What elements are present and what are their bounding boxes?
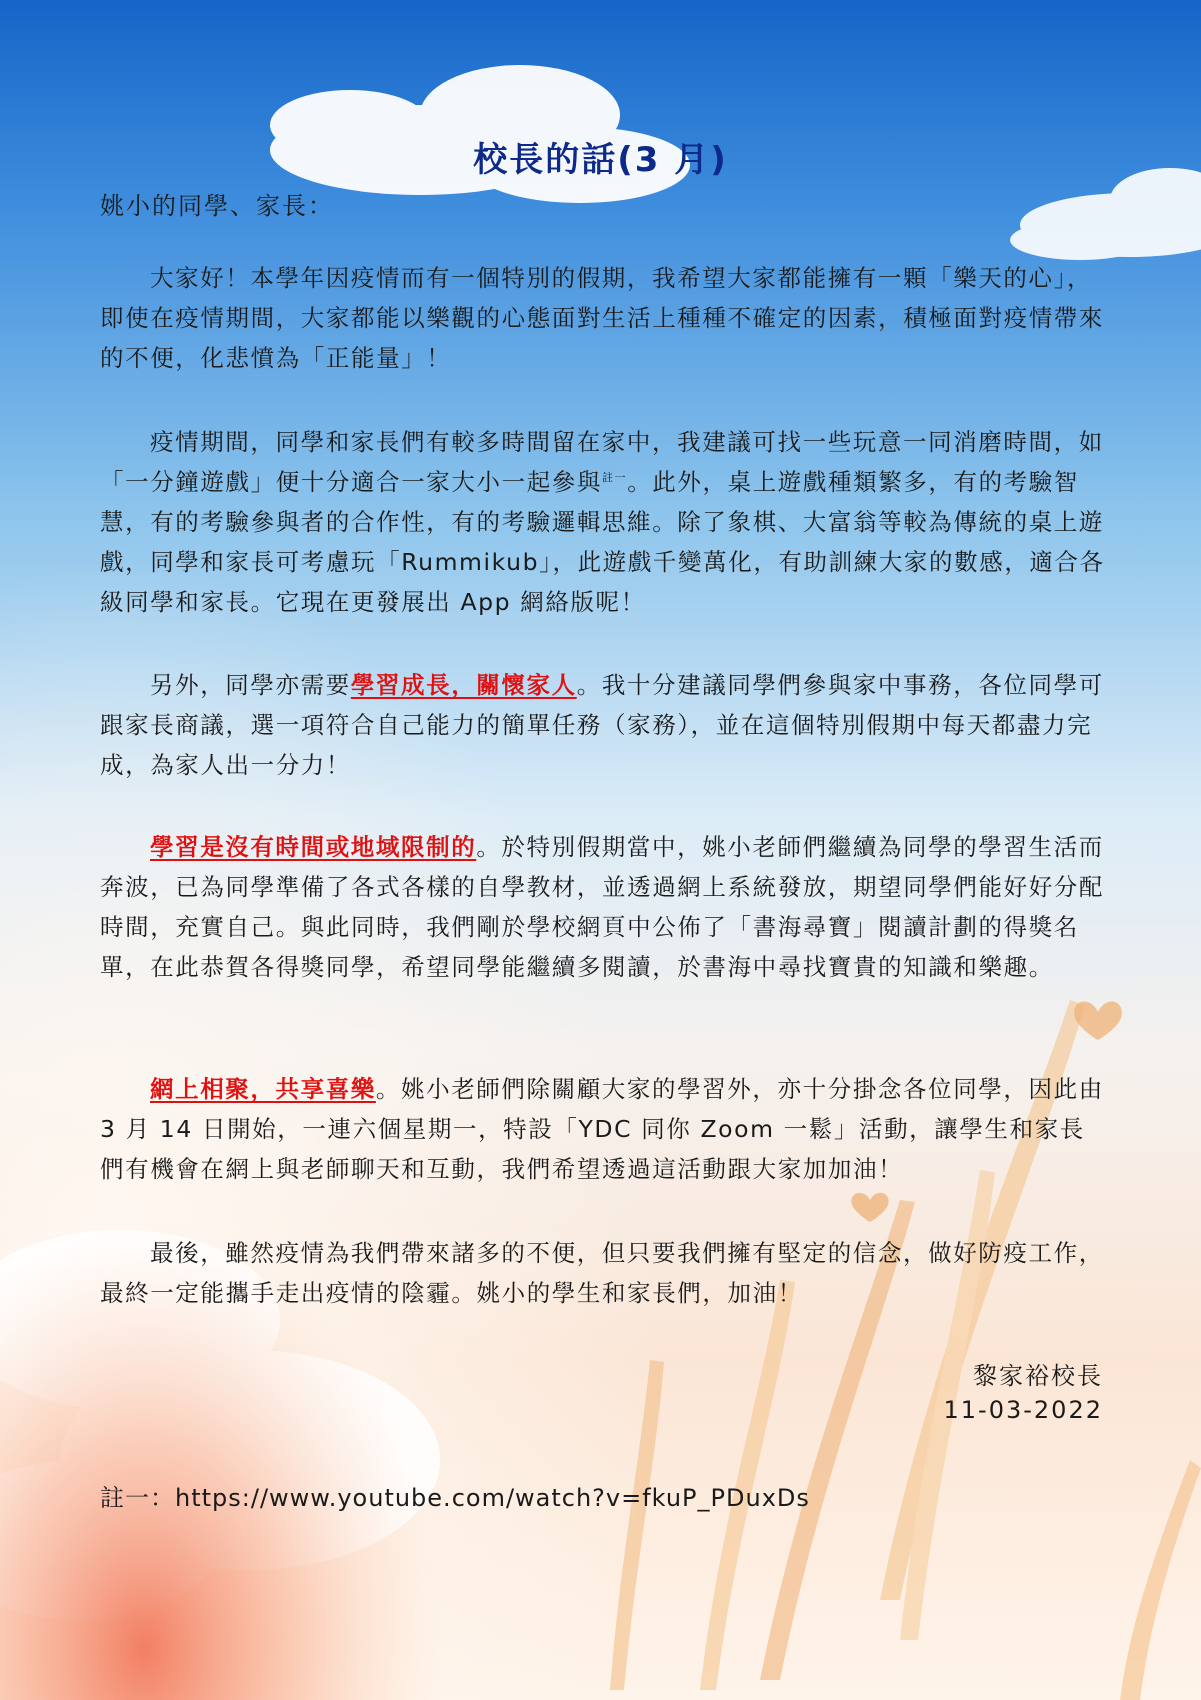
footnote-label: 註一： xyxy=(100,1484,175,1512)
signature-date: 11-03-2022 xyxy=(943,1396,1103,1424)
paragraph-5: 網上相聚，共享喜樂。姚小老師們除關顧大家的學習外，亦十分掛念各位同學，因此由 3 月 14 日開始，一連六個星期一，特設「YDC 同你 Zoom 一鬆」活動，讓學生和家長們有機會在網上與老師聊天和互動，我們希望透過這活動跟大家加加油！ xyxy=(100,1075,1104,1183)
highlight-care-family: 學習成長，關懷家人 xyxy=(350,671,577,699)
salutation: 姚小的同學、家長： xyxy=(100,192,334,220)
paragraph-3: 另外，同學亦需要學習成長，關懷家人。我十分建議同學們參與家中事務，各位同學可跟家長商議，選一項符合自己能力的簡單任務（家務），並在這個特別假期中每天都盡力完成，為家人出一分力！ xyxy=(100,671,1104,779)
highlight-learning-no-limit: 學習是沒有時間或地域限制的 xyxy=(150,833,477,861)
paragraph-4: 學習是沒有時間或地域限制的。於特別假期當中，姚小老師們繼續為同學的學習生活而奔波，已為同學準備了各式各樣的自學教材，並透過網上系統發放，期望同學們能好好分配時間，充實自己。與此同時，我們剛於學校網頁中公佈了「書海尋寶」閱讀計劃的得獎名單，在此恭賀各得獎同學，希望同學能繼續多閱讀，於書海中尋找寶貴的知識和樂趣。 xyxy=(100,833,1104,981)
signature-name: 黎家裕校長 xyxy=(973,1362,1103,1390)
paragraph-6: 最後，雖然疫情為我們帶來諸多的不便，但只要我們擁有堅定的信念，做好防疫工作，最終一定能攜手走出疫情的陰霾。姚小的學生和家長們，加油！ xyxy=(100,1239,1104,1307)
footnote xyxy=(100,1478,810,1513)
page-title: 校長的話(3 月) xyxy=(473,140,728,180)
paragraph-1: 大家好！本學年因疫情而有一個特別的假期，我希望大家都能擁有一顆「樂天的心」，即使在疫情期間，大家都能以樂觀的心態面對生活上種種不確定的因素，積極面對疫情帶來的不便，化悲憤為「正能量」！ xyxy=(100,264,1104,372)
highlight-online-gathering: 網上相聚，共享喜樂 xyxy=(150,1075,376,1103)
footnote-marker: 註一 xyxy=(602,471,628,485)
paragraph-2: 疫情期間，同學和家長們有較多時間留在家中，我建議可找一些玩意一同消磨時間，如「一分鐘遊戲」便十分適合一家大小一起參與$^{註一}$。此外，桌上遊戲種類繁多，有的考驗智慧，有的考驗參與者的合作性，有的考驗邏輯思維。除了象棋、大富翁等較為傳統的桌上遊戲，同學和家長可考慮玩「Rummikub」，此遊戲千變萬化，有助訓練大家的數感，適合各級同學和家長。它現在更發展出 App 網絡版呢！ xyxy=(100,428,1105,616)
footnote-link[interactable]: https://www.youtube.com/watch?v=fkuP_PDuxDs xyxy=(175,1484,810,1512)
